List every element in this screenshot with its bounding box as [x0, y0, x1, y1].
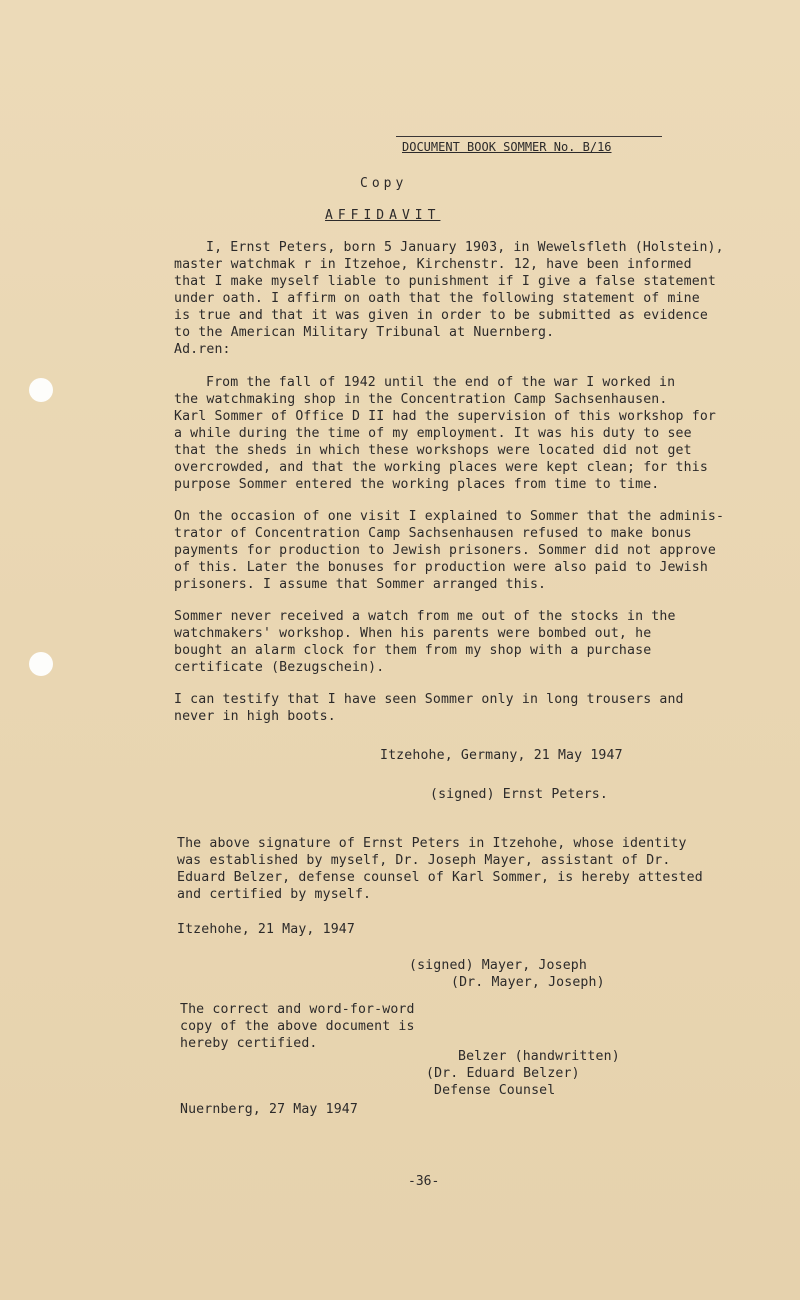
page-number: -36- — [408, 1174, 440, 1189]
paragraph-line: trator of Concentration Camp Sachsenhausen refused to make bonus — [174, 526, 692, 541]
paragraph-line: I can testify that I have seen Sommer only in long trousers and — [174, 692, 684, 707]
paragraph-line: prisoners. I assume that Sommer arranged this. — [174, 577, 547, 592]
document-book-reference: DOCUMENT BOOK SOMMER No. B/16 — [402, 140, 612, 154]
intro-line: master watchmak r in Itzehoe, Kirchenstr. 12, have been informed — [174, 257, 692, 272]
affidavit-title: AFFIDAVIT — [325, 208, 441, 223]
punch-hole — [29, 378, 53, 402]
paragraph-line: the watchmaking shop in the Concentration Camp Sachsenhausen. — [174, 392, 668, 407]
paragraph-line: payments for production to Jewish prisoners. Sommer did not approve — [174, 543, 716, 558]
paragraph-line: purpose Sommer entered the working places from time to time. — [174, 477, 660, 492]
attestation-line: Eduard Belzer, defense counsel of Karl Sommer, is hereby attested — [177, 870, 703, 885]
copy-label: Copy — [360, 176, 408, 191]
intro-line: I, Ernst Peters, born 5 January 1903, in Wewelsfleth (Holstein), — [206, 240, 724, 255]
attestation-date: Itzehohe, 21 May, 1947 — [177, 922, 355, 937]
attestation-line: The above signature of Ernst Peters in Itzehohe, whose identity — [177, 836, 687, 851]
paragraph-line: From the fall of 1942 until the end of the war I worked in — [206, 375, 676, 390]
intro-line: that I make myself liable to punishment if I give a false statement — [174, 274, 716, 289]
paragraph-line: Sommer never received a watch from me out of the stocks in the — [174, 609, 676, 624]
intro-line: to the American Military Tribunal at Nuernberg. — [174, 325, 555, 340]
paragraph-line: overcrowded, and that the working places were kept clean; for this — [174, 460, 708, 475]
punch-hole — [29, 652, 53, 676]
attestation-line: was established by myself, Dr. Joseph Mayer, assistant of Dr. — [177, 853, 671, 868]
paragraph-line: bought an alarm clock for them from my shop with a purchase — [174, 643, 652, 658]
paragraph-line: a while during the time of my employment. It was his duty to see — [174, 426, 692, 441]
intro-line: is true and that it was given in order to be submitted as evidence — [174, 308, 708, 323]
paragraph-line: never in high boots. — [174, 709, 336, 724]
name-belzer: (Dr. Eduard Belzer) — [426, 1066, 580, 1081]
signature-peters: (signed) Ernst Peters. — [430, 787, 608, 802]
title-belzer: Defense Counsel — [434, 1083, 556, 1098]
name-mayer: (Dr. Mayer, Joseph) — [451, 975, 605, 990]
paragraph-line: of this. Later the bonuses for production were also paid to Jewish — [174, 560, 708, 575]
certification-line: copy of the above document is — [180, 1019, 415, 1034]
intro-line: under oath. I affirm on oath that the following statement of mine — [174, 291, 700, 306]
paragraph-line: Karl Sommer of Office D II had the supervision of this workshop for — [174, 409, 716, 424]
paragraph-line: that the sheds in which these workshops were located did not get — [174, 443, 692, 458]
certification-line: hereby certified. — [180, 1036, 318, 1051]
signature-belzer: Belzer (handwritten) — [458, 1049, 620, 1064]
attestation-line: and certified by myself. — [177, 887, 372, 902]
paragraph-line: watchmakers' workshop. When his parents were bombed out, he — [174, 626, 652, 641]
paragraph-line: certificate (Bezugschein). — [174, 660, 385, 675]
final-date: Nuernberg, 27 May 1947 — [180, 1102, 358, 1117]
signature-mayer: (signed) Mayer, Joseph — [409, 958, 587, 973]
intro-line: Ad.ren: — [174, 342, 231, 357]
certification-line: The correct and word-for-word — [180, 1002, 415, 1017]
place-date: Itzehohe, Germany, 21 May 1947 — [380, 748, 623, 763]
header-rule — [396, 136, 662, 137]
paragraph-line: On the occasion of one visit I explained to Sommer that the adminis- — [174, 509, 725, 524]
